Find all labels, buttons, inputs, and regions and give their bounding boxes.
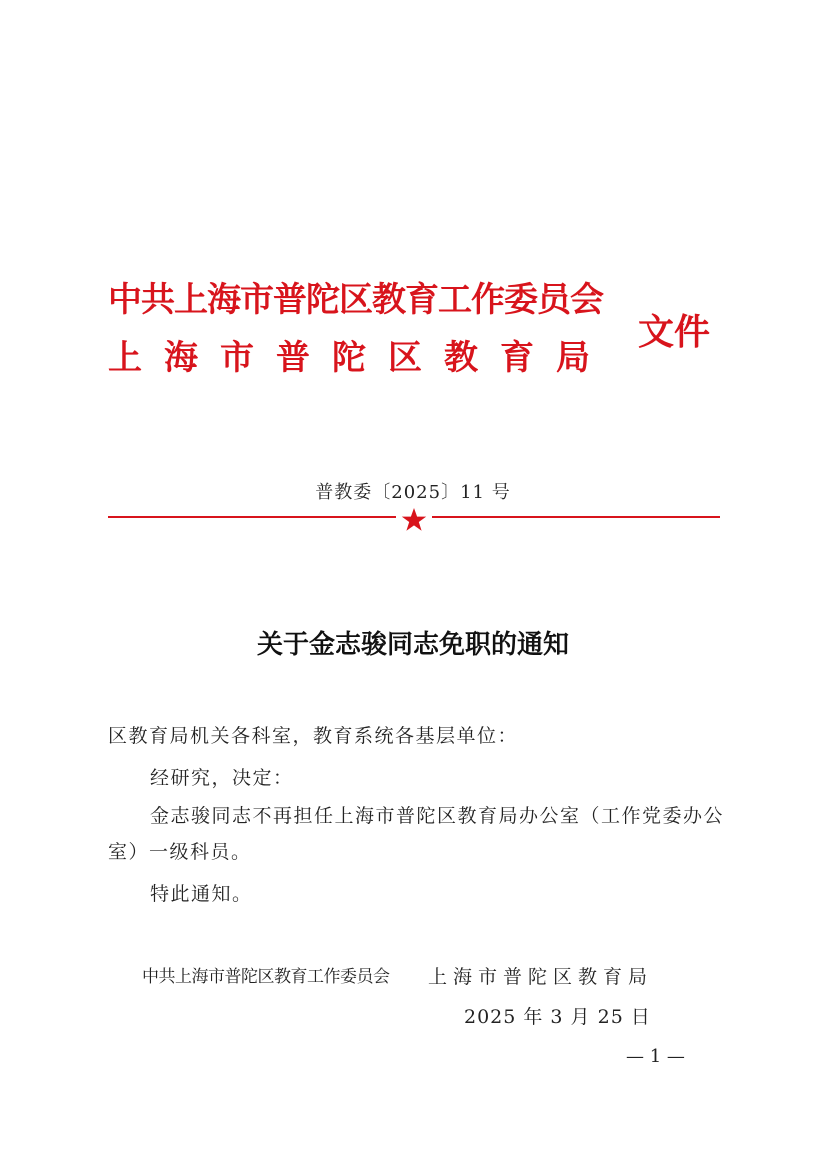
divider-line-right (432, 516, 720, 518)
body-paragraph: 经研究，决定： (150, 767, 294, 789)
document-title: 关于金志骏同志免职的通知 (256, 630, 569, 660)
divider-line-left (108, 516, 396, 518)
document-number: 普教委〔2025〕11 号 (315, 482, 511, 503)
addressee: 区教育局机关各科室，教育系统各基层单位： (108, 725, 519, 747)
star-icon (401, 507, 427, 533)
signature-party-committee: 中共上海市普陀区教育工作委员会 (142, 967, 390, 987)
signature-education-bureau: 上海市普陀区教育局 (428, 966, 654, 988)
document-type-label: 文件 (638, 311, 711, 353)
body-paragraph: 金志骏同志不再担任上海市普陀区教育局办公室（工作党委办公室）一级科员。 (108, 805, 725, 863)
body-paragraph: 特此通知。 (150, 883, 253, 905)
issuer-party-committee: 中共上海市普陀区教育工作委员会 (108, 280, 603, 320)
document-header (108, 268, 728, 388)
signature-date: 2025 年 3 月 25 日 (464, 1006, 651, 1028)
page-number: — 1 — (626, 1046, 685, 1067)
red-divider (108, 508, 720, 530)
issuer-education-bureau: 上海市普陀区教育局 (108, 338, 612, 378)
